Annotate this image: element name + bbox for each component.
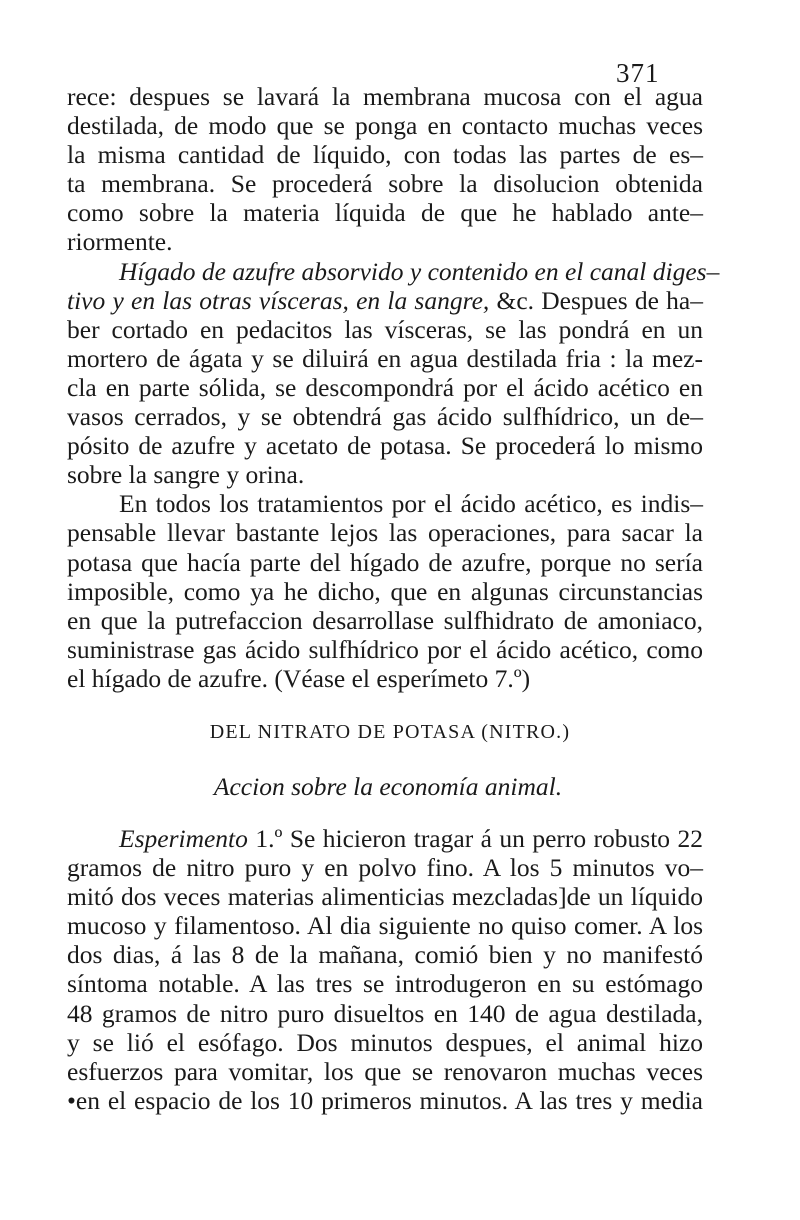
text-line: la misma cantidad de líquido, con todas las partes de es– [67,140,703,170]
text-line: vasos cerrados, y se obtendrá gas ácido sulfhídrico, un de– [67,402,703,432]
text-line: mortero de ágata y se diluirá en agua destilada fria : la mez- [67,343,703,373]
text-line: ber cortado en pedacitos las vísceras, se las pondrá en un [67,314,703,344]
text-line: pensable llevar bastante lejos las operaciones, para sacar la [67,518,703,548]
text-line: esfuerzos para vomitar, los que se renovaron muchas veces [67,1056,703,1086]
spacer [67,693,703,718]
text-line: •en el espacio de los 10 primeros minutos. A las tres y media [67,1085,703,1115]
text-line: síntoma notable. A las tres se introdugeron en su estómago [67,969,703,999]
section-subheading: Accion sobre la economía animal. [213,771,563,801]
text-line: el hígado de azufre. (Véase el esperímeto 7.º) [67,663,531,693]
text-line: 48 gramos de nitro puro disueltos en 140 de agua destilada, [67,998,703,1028]
text-run: &c. Despues de ha– [489,285,703,315]
paragraph-tratamientos [67,489,703,693]
italic-run: Esperimento [119,823,248,853]
text-line: dos dias, á las 8 de la mañana, comió bien y no manifestó [67,940,703,970]
text-line [67,824,703,853]
text-line: En todos los tratamientos por el ácido acético, es indis– [119,489,703,519]
text-line: en que la putrefaccion desarrollase sulfhidrato de amoniaco, [67,605,703,635]
text-run: 1.º Se hicieron tragar á un perro robusto 22 [247,823,703,853]
text-line: cla en parte sólida, se descompondrá por el ácido acético en [67,372,703,402]
text-line: ta membrana. Se procederá sobre la disolucion obtenida [67,169,703,199]
italic-run: tivo y en las otras vísceras, en la sangre, [67,285,490,315]
spacer [67,747,703,772]
text-line-italic: Hígado de azufre absorvido y contenido en el canal diges– [119,256,720,286]
page-number: 371 [616,58,660,88]
text-line: gramos de nitro puro y en polvo fino. A los 5 minutos vo– [67,853,703,883]
paragraph-continuation [67,82,703,257]
text-line: como sobre la materia líquida de que he hablado ante– [67,198,703,228]
text-line: suministrase gas ácido sulfhídrico por el ácido acético, como [67,634,703,664]
text-line: riormente. [67,227,173,257]
text-line: y se lió el esófago. Dos minutos despues, el animal hizo [67,1027,703,1057]
text-line: rece: despues se lavará la membrana mucosa con el agua [67,82,703,111]
text-line: destilada, de modo que se ponga en contacto muchas veces [67,111,703,141]
text-line: potasa que hacía parte del hígado de azufre, porque no sería [67,547,703,577]
paragraph-higado-de-azufre [67,256,720,490]
text-line: sobre la sangre y orina. [67,460,305,490]
page-text [67,82,720,1115]
text-line: imposible, como ya he dicho, que en algunas circunstancias [67,576,703,606]
section-heading: DEL NITRATO DE POTASA (NITRO.) [209,720,571,743]
paragraph-esperimento-1 [67,824,703,1115]
text-line: mucoso y filamentoso. Al dia siguiente no quiso comer. A los [67,911,703,941]
spacer [67,801,703,824]
text-line: mitó dos veces materias alimenticias mezcladas]de un líquido [67,882,703,912]
text-line [67,286,703,315]
text-line: pósito de azufre y acetato de potasa. Se procederá lo mismo [67,431,703,461]
